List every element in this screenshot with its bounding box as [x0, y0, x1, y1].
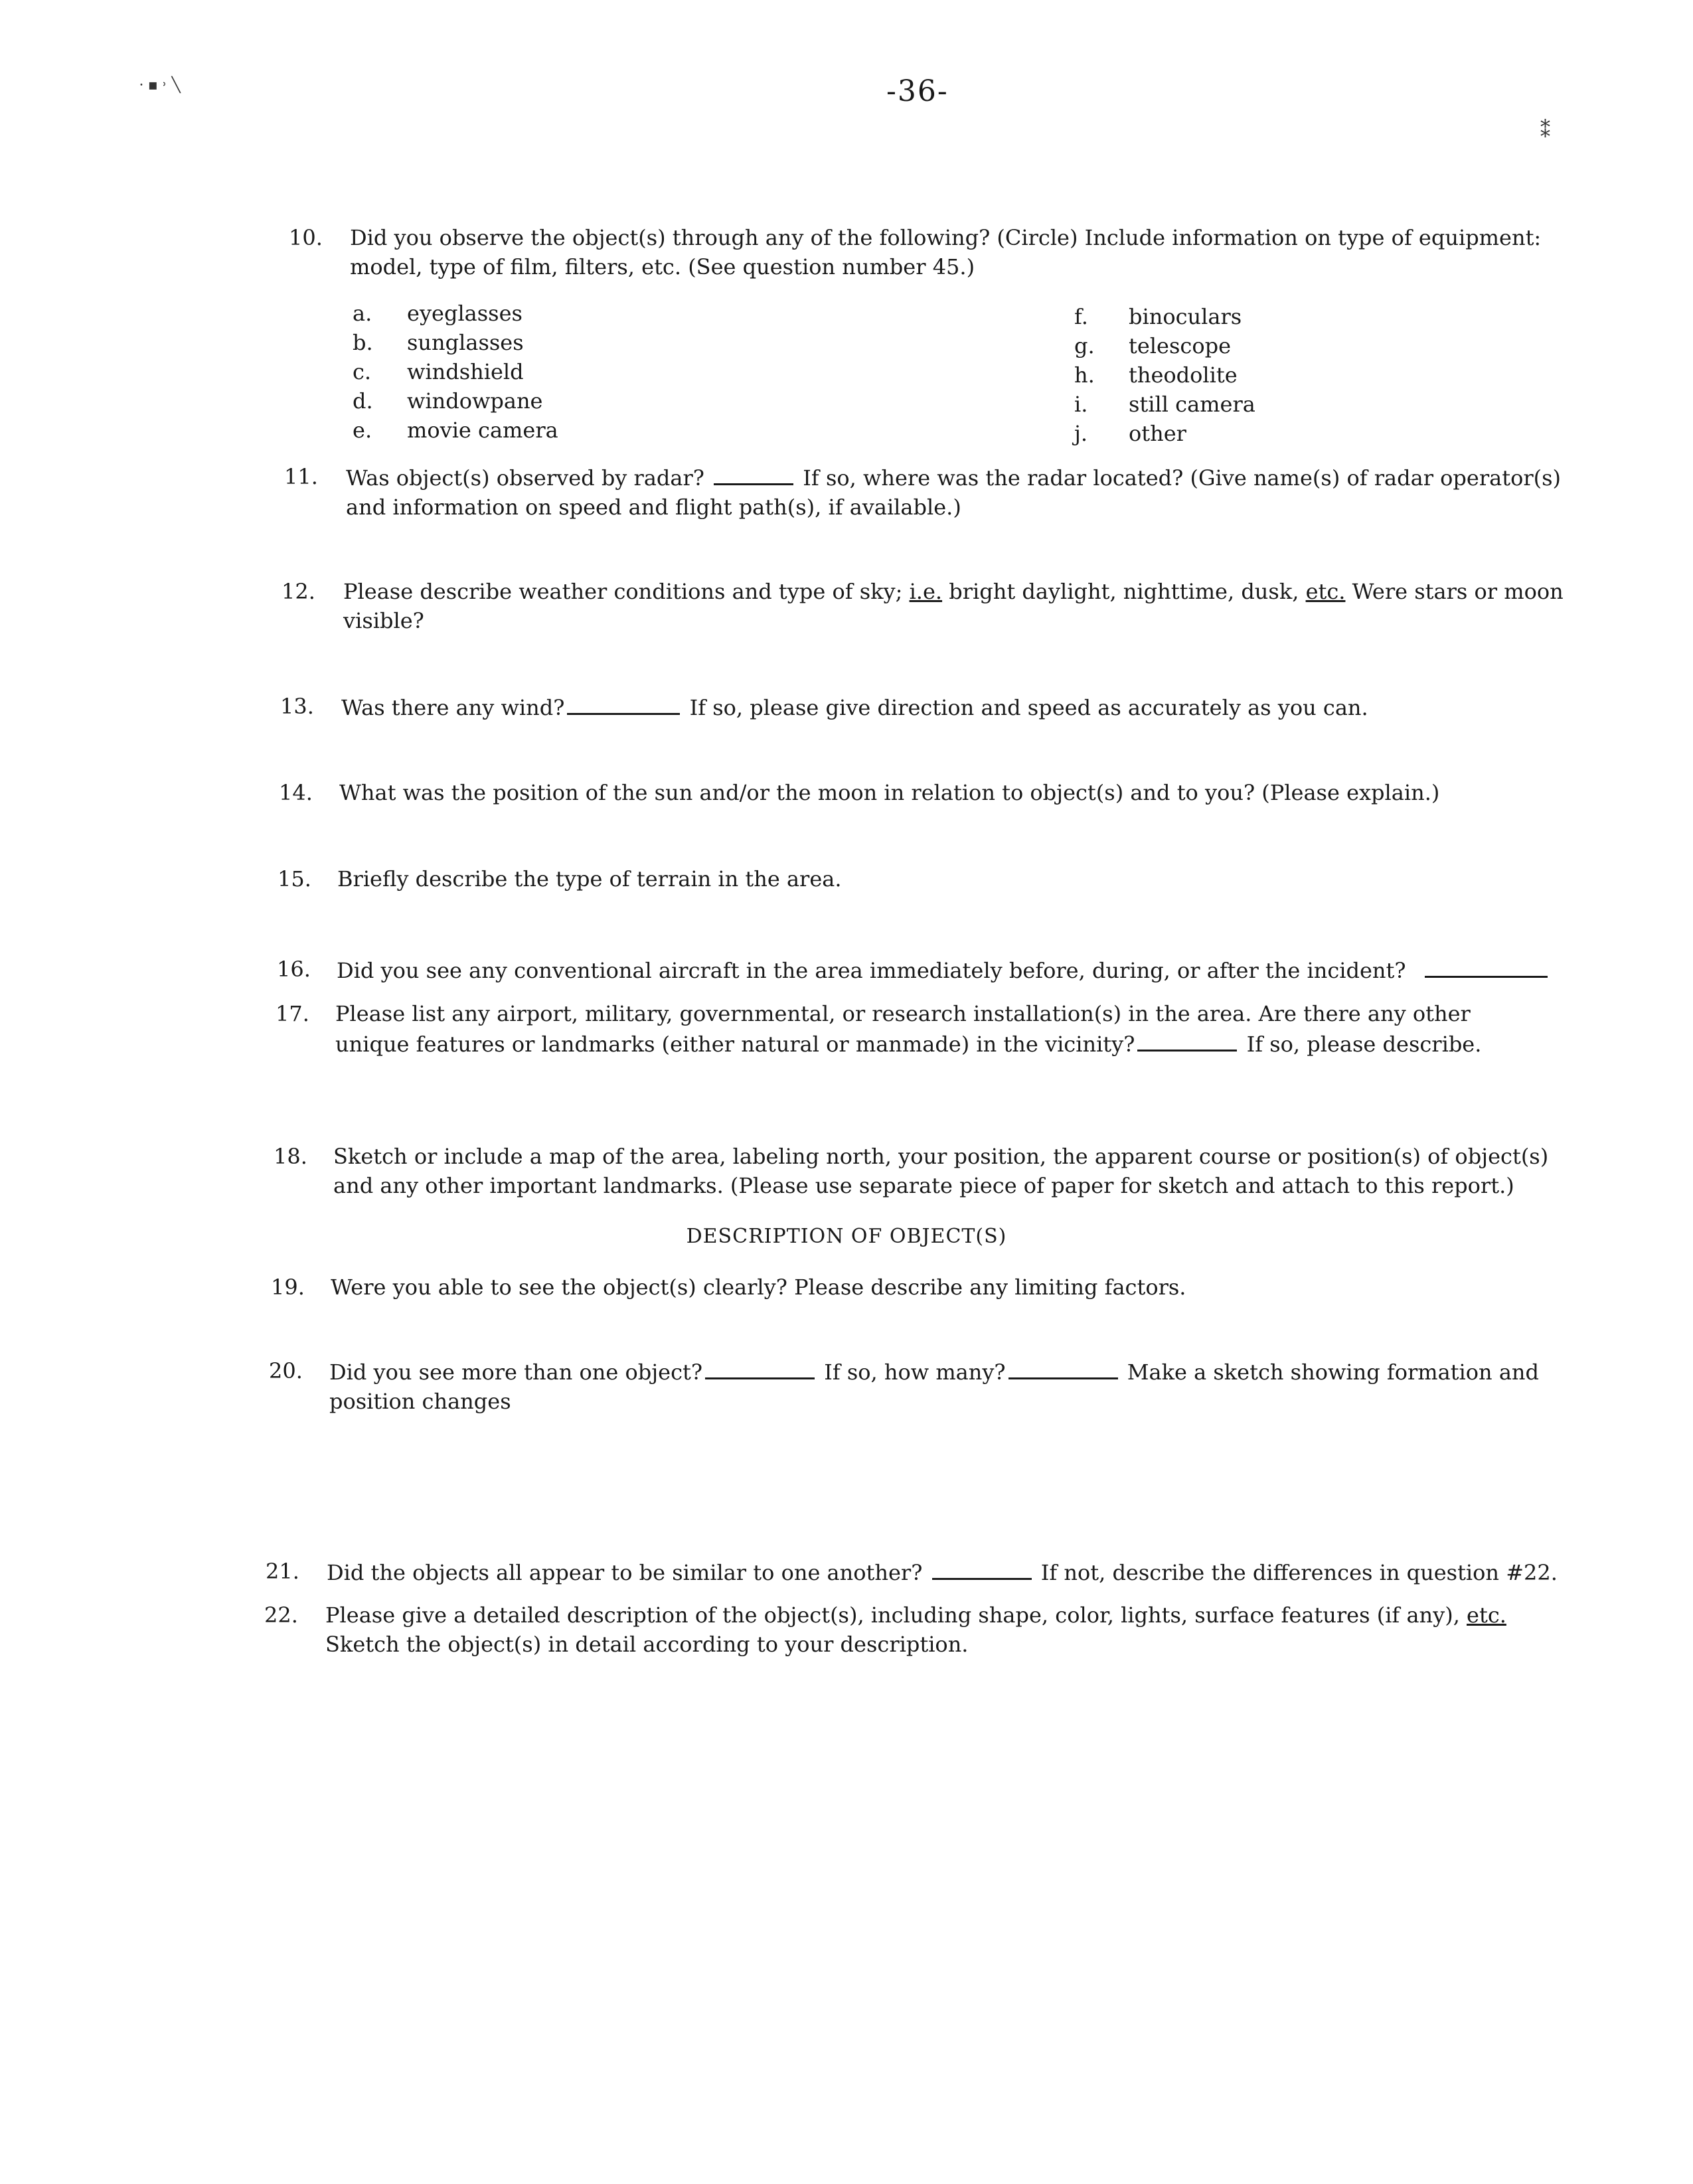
option-label: eyeglasses — [407, 301, 523, 326]
question-number: 20. — [269, 1358, 303, 1383]
question-text-line-2: model, type of film, filters, etc. (See question number 45.) — [350, 254, 975, 279]
equipment-option[interactable] — [1074, 302, 1353, 331]
question-number: 16. — [277, 957, 311, 982]
equipment-option[interactable] — [353, 328, 631, 357]
question-number: 19. — [271, 1275, 305, 1300]
option-letter: a. — [353, 301, 372, 326]
question-text: Were you able to see the object(s) clearly? Please describe any limiting factors. — [331, 1275, 1186, 1300]
question-number: 11. — [284, 464, 318, 489]
question-number: 21. — [266, 1559, 299, 1584]
option-letter: b. — [353, 330, 373, 355]
equipment-option[interactable] — [1074, 331, 1353, 360]
question-text-line-2: and information on speed and flight path(s), if available.) — [346, 495, 961, 520]
question-text: If not, describe the differences in question #22. — [1040, 1560, 1558, 1585]
question-number: 10. — [289, 225, 323, 250]
question-text: Was there any wind? — [341, 695, 565, 720]
option-label: movie camera — [407, 418, 558, 443]
aircraft-answer-blank[interactable] — [1425, 955, 1548, 978]
radar-answer-blank[interactable] — [714, 462, 793, 485]
question-number: 14. — [279, 780, 313, 805]
question-text-line-1: Sketch or include a map of the area, labeling north, your position, the apparent course or position(s) of object(s) — [333, 1144, 1549, 1169]
question-text: Make a sketch showing formation and — [1127, 1360, 1539, 1385]
question-text-line-2: position changes — [329, 1389, 511, 1414]
option-label: theodolite — [1129, 362, 1238, 388]
option-label: telescope — [1129, 333, 1231, 358]
option-letter: d. — [353, 388, 373, 414]
question-number: 18. — [274, 1144, 307, 1169]
question-text: Please describe weather conditions and type of sky; — [343, 579, 903, 604]
more-objects-answer-blank[interactable] — [705, 1356, 815, 1379]
scan-mark-top-left: ⸱ ▪ ˒ ╲ — [139, 77, 181, 94]
option-label: windowpane — [407, 388, 543, 414]
question-text: Did the objects all appear to be similar to one another? — [327, 1560, 923, 1585]
option-letter: f. — [1074, 304, 1088, 329]
option-label: other — [1129, 421, 1186, 446]
equipment-option[interactable] — [1074, 390, 1353, 419]
equipment-option[interactable] — [353, 299, 631, 328]
question-number: 15. — [278, 866, 311, 892]
option-letter: c. — [353, 359, 372, 384]
option-letter: h. — [1074, 362, 1095, 388]
equipment-option[interactable] — [353, 357, 631, 386]
equipment-option[interactable] — [353, 386, 631, 416]
question-text: If so, how many? — [824, 1360, 1006, 1385]
scan-mark-top-right: ⁑ — [1540, 119, 1550, 143]
option-letter: e. — [353, 418, 372, 443]
option-letter: j. — [1074, 421, 1088, 446]
question-text: unique features or landmarks (either natural or manmade) in the vicinity? — [335, 1032, 1135, 1057]
question-text: Briefly describe the type of terrain in the area. — [337, 866, 842, 892]
question-text: What was the position of the sun and/or the moon in relation to object(s) and to you? (Please explain.) — [339, 780, 1440, 805]
similar-answer-blank[interactable] — [932, 1557, 1032, 1580]
question-number: 22. — [264, 1602, 298, 1628]
option-letter: i. — [1074, 392, 1088, 417]
equipment-option[interactable] — [1074, 360, 1353, 390]
how-many-answer-blank[interactable] — [1008, 1356, 1118, 1379]
question-text-line-2: Sketch the object(s) in detail according to your description. — [325, 1632, 969, 1657]
question-text-line-2: visible? — [343, 608, 424, 633]
question-text: Was object(s) observed by radar? — [346, 465, 704, 491]
option-letter: g. — [1074, 333, 1095, 358]
ie-abbreviation: i.e. — [909, 579, 943, 604]
landmarks-answer-blank[interactable] — [1137, 1028, 1237, 1052]
question-text: If so, please describe. — [1246, 1032, 1482, 1057]
question-number: 12. — [282, 579, 315, 604]
question-text: bright daylight, nighttime, dusk, — [949, 579, 1299, 604]
question-text: Were stars or moon — [1352, 579, 1564, 604]
question-text: If so, where was the radar located? (Give name(s) of radar operator(s) — [803, 465, 1562, 491]
question-text: Please give a detailed description of the object(s), including shape, color, lights, surface features (if any), — [325, 1602, 1460, 1628]
equipment-option[interactable] — [1074, 419, 1353, 448]
wind-answer-blank[interactable] — [567, 692, 680, 715]
question-text: Did you see any conventional aircraft in the area immediately before, during, or after the incident? — [337, 958, 1406, 983]
option-label: sunglasses — [407, 330, 524, 355]
equipment-option[interactable] — [353, 416, 631, 445]
question-number: 13. — [280, 694, 314, 719]
question-text-line-1: Please list any airport, military, governmental, or research installation(s) in the area. Are there any other — [335, 1001, 1471, 1026]
question-text-line-1: Did you observe the object(s) through any of the following? (Circle) Include information on type of equipment: — [350, 225, 1542, 250]
etc-abbreviation: etc. — [1305, 579, 1346, 604]
option-label: binoculars — [1129, 304, 1242, 329]
page-number: -36- — [886, 74, 949, 108]
question-number: 17. — [276, 1001, 309, 1026]
section-heading: DESCRIPTION OF OBJECT(S) — [686, 1225, 1007, 1248]
option-label: windshield — [407, 359, 524, 384]
etc-abbreviation: etc. — [1467, 1602, 1506, 1628]
question-text: Did you see more than one object? — [329, 1360, 703, 1385]
question-text-line-2: and any other important landmarks. (Please use separate piece of paper for sketch and attach to this report.) — [333, 1173, 1514, 1198]
option-label: still camera — [1129, 392, 1255, 417]
question-text: If so, please give direction and speed as accurately as you can. — [689, 695, 1368, 720]
